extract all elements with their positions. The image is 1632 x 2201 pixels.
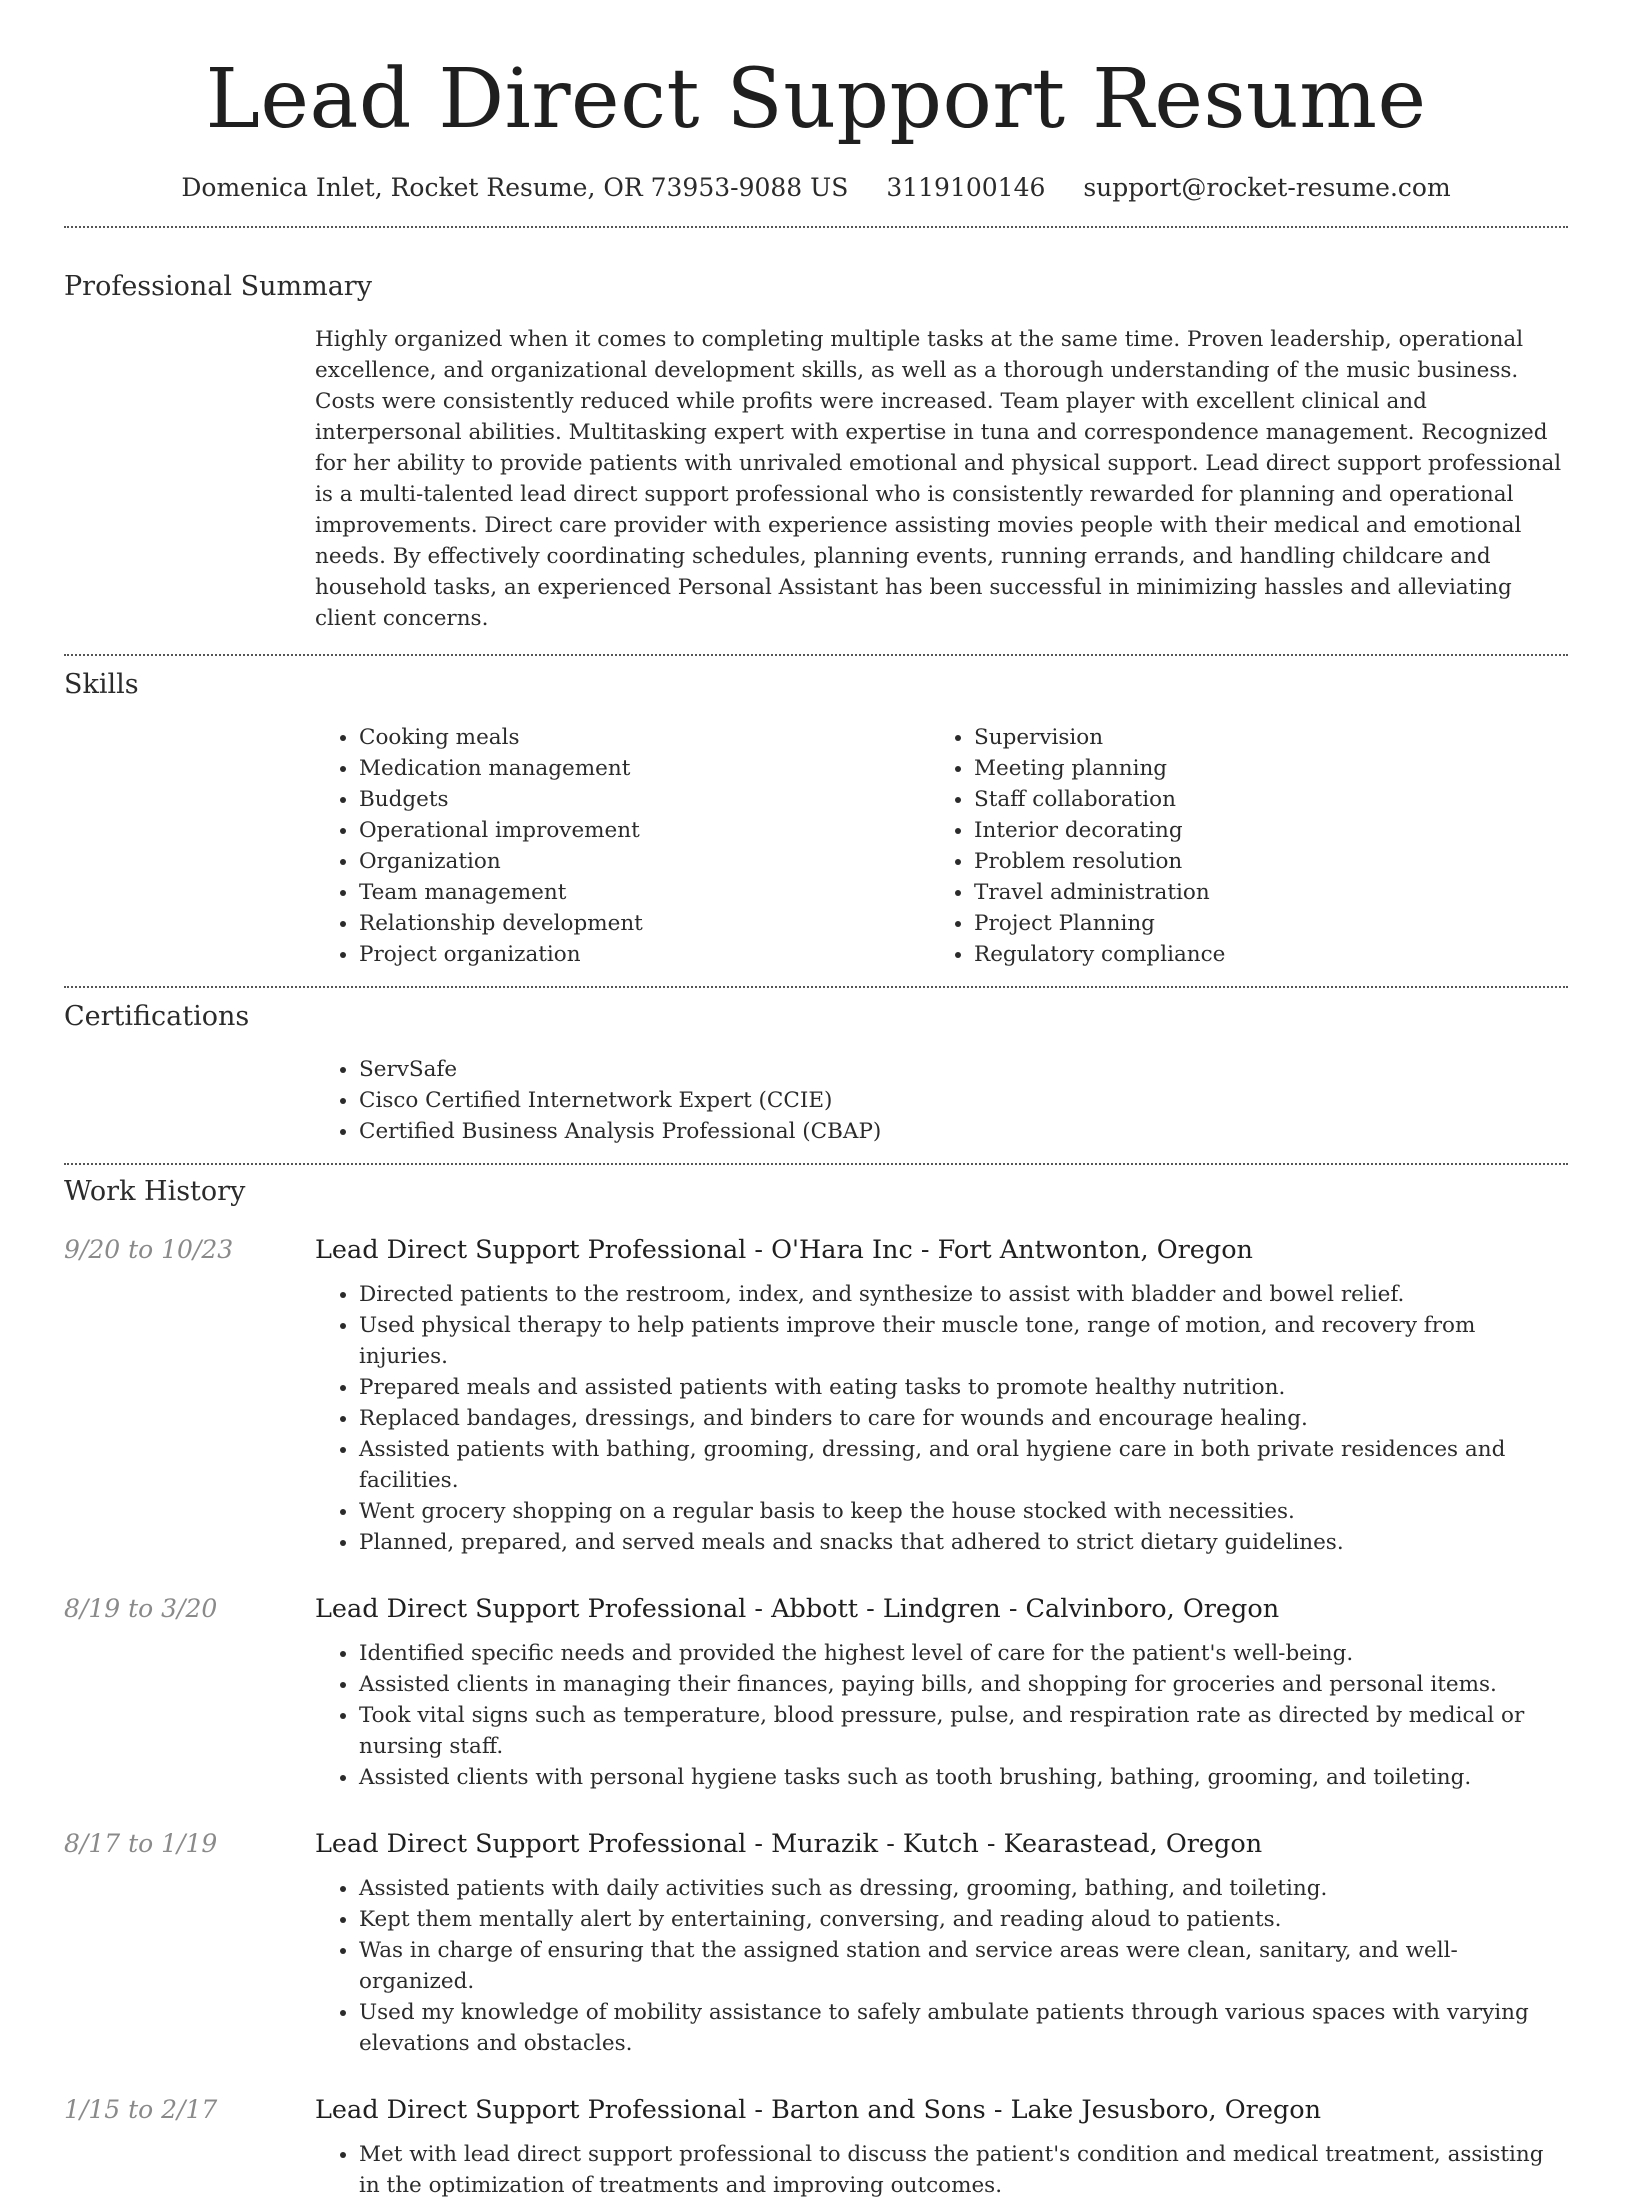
job-bullet: • Assisted clients with personal hygiene tasks such as tooth brushing, bathing, grooming, and toileting. [359,1762,1568,1793]
job-bullets [315,1873,1568,2059]
job-bullets [315,1279,1568,1558]
skills-grid [315,722,1568,970]
job-entry [64,2093,1568,2201]
resume-page [64,0,1568,2201]
job-bullet: • Kept them mentally alert by entertaining, conversing, and reading aloud to patients. [359,1904,1568,1935]
contact-phone: 3119100146 [886,173,1046,202]
skill-item: • Operational improvement [359,815,930,846]
job-details [315,1592,1568,1793]
job-bullets [315,1638,1568,1793]
job-title: Lead Direct Support Professional - Barton and Sons - Lake Jesusboro, Oregon [315,2095,1322,2125]
skill-item: • Regulatory compliance [974,939,1545,970]
skills-heading: Skills [64,669,139,700]
job-title: Lead Direct Support Professional - O'Hara Inc - Fort Antwonton, Oregon [315,1235,1253,1265]
skills-body [315,722,1568,970]
certifications-body [315,1054,1568,1147]
job-bullet: • Assisted patients with bathing, grooming, dressing, and oral hygiene care in both private residences and facilities. [359,1434,1568,1496]
skill-item: • Cooking meals [359,722,930,753]
skill-item: • Relationship development [359,908,930,939]
header-divider [64,226,1568,228]
job-date: 9/20 to 10/23 [64,1235,234,1264]
job-title: Lead Direct Support Professional - Abbott - Lindgren - Calvinboro, Oregon [315,1594,1280,1624]
summary-body [315,324,1568,634]
skills-section [64,668,1568,970]
skills-divider [64,986,1568,988]
job-date: 8/17 to 1/19 [64,1829,218,1858]
job-details [315,1827,1568,2059]
certifications-section [64,1000,1568,1147]
job-bullet: • Took vital signs such as temperature, blood pressure, pulse, and respiration rate as directed by medical or nursing staff. [359,1700,1568,1762]
job-bullet: • Directed patients to the restroom, index, and synthesize to assist with bladder and bowel relief. [359,1279,1568,1310]
skill-item: • Medication management [359,753,930,784]
job-bullet: • Was in charge of ensuring that the assigned station and service areas were clean, sanitary, and well-organized. [359,1935,1568,1997]
job-title: Lead Direct Support Professional - Murazik - Kutch - Kearastead, Oregon [315,1829,1263,1859]
job-bullet: • Used physical therapy to help patients improve their muscle tone, range of motion, and recovery from injuries. [359,1310,1568,1372]
job-bullet: • Went grocery shopping on a regular basis to keep the house stocked with necessities. [359,1496,1568,1527]
work-history-heading: Work History [64,1176,246,1207]
job-date: 1/15 to 2/17 [64,2095,218,2124]
job-bullet: • Assisted clients in managing their finances, paying bills, and shopping for groceries and personal items. [359,1669,1568,1700]
certification-item: • Certified Business Analysis Professional (CBAP) [359,1116,1568,1147]
job-entry [64,1233,1568,1558]
summary-section [64,270,1568,634]
skill-item: • Travel administration [974,877,1545,908]
job-bullet: • Prepared meals and assisted patients with eating tasks to promote healthy nutrition. [359,1372,1568,1403]
skill-item: • Team management [359,877,930,908]
job-bullet: • Assisted patients with daily activities such as dressing, grooming, bathing, and toileting. [359,1873,1568,1904]
contact-line [64,172,1568,204]
job-entry [64,1592,1568,1793]
job-bullet: • Planned, prepared, and served meals and snacks that adhered to strict dietary guidelines. [359,1527,1568,1558]
certification-item: • Cisco Certified Internetwork Expert (CCIE) [359,1085,1568,1116]
job-bullet: • Used my knowledge of mobility assistance to safely ambulate patients through various spaces with varying elevations and obstacles. [359,1997,1568,2059]
certification-item: • ServSafe [359,1054,1568,1085]
skill-item: • Meeting planning [974,753,1545,784]
skill-item: • Organization [359,846,930,877]
job-bullets [315,2139,1568,2201]
summary-heading: Professional Summary [64,271,372,302]
job-date: 8/19 to 3/20 [64,1594,218,1623]
skill-item: • Project organization [359,939,930,970]
skill-item: • Problem resolution [974,846,1545,877]
certifications-heading: Certifications [64,1001,250,1032]
certifications-divider [64,1163,1568,1165]
job-details [315,2093,1568,2201]
skill-item: • Budgets [359,784,930,815]
skills-column-right [930,722,1545,970]
job-bullet: • Met with lead direct support professional to discuss the patient's condition and medical treatment, assisting in the optimization of treatments and improving outcomes. [359,2139,1568,2201]
skill-item: • Staff collaboration [974,784,1545,815]
skills-column-left [315,722,930,970]
resume-title: Lead Direct Support Resume [205,52,1427,147]
summary-divider [64,654,1568,656]
skill-item: • Interior decorating [974,815,1545,846]
job-details [315,1233,1568,1558]
job-bullet: • Replaced bandages, dressings, and binders to care for wounds and encourage healing. [359,1403,1568,1434]
summary-text: Highly organized when it comes to completing multiple tasks at the same time. Proven leadership, operational excellence, and organizational development skills, as well as a thorough understanding of the music business. Costs were consistently reduced while profits were increased. Team player with excellent clinical and interpersonal abilities. Multitasking expert with expertise in tuna and correspondence management. Recognized for her ability to provide patients with unrivaled emotional and physical support. Lead direct support professional is a multi-talented lead direct support professional who is consistently rewarded for planning and operational improvements. Direct care provider with experience assisting movies people with their medical and emotional needs. By effectively coordinating schedules, planning events, running errands, and handling childcare and household tasks, an experienced Personal Assistant has been successful in minimizing hassles and alleviating client concerns. [315,327,1562,631]
skill-item: • Supervision [974,722,1545,753]
job-bullet: • Identified specific needs and provided the highest level of care for the patient's well-being. [359,1638,1568,1669]
contact-email[interactable]: support@rocket-resume.com [1083,173,1451,202]
job-entry [64,1827,1568,2059]
contact-address: Domenica Inlet, Rocket Resume, OR 73953-9088 US [181,173,849,202]
work-history-section [64,1175,1568,2201]
skill-item: • Project Planning [974,908,1545,939]
